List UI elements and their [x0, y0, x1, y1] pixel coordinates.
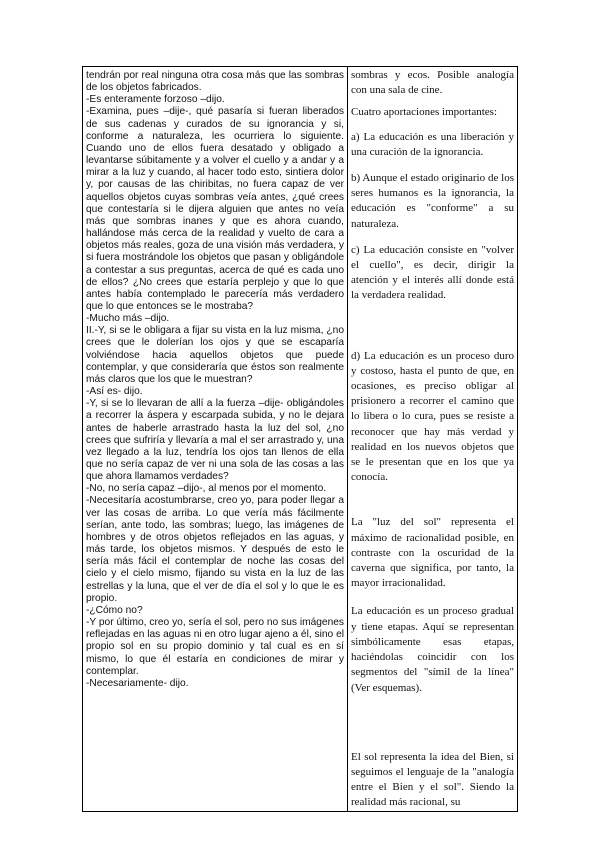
paragraph: -Necesitaría acostumbrarse, creo yo, para poder llegar a ver las cosas de arriba. Lo que vería más fácilmente serían, ante todo, las sombras; luego, las imágenes de hombres y de otros objetos reflejados en las aguas, y más tarde, los objetos mismos. Y después de esto le sería más fácil el contemplar de noche las cosas del cielo y el cielo mismo, fijando su vista en la luz de las estrellas y la luna, que el ver de día el sol y lo que le es propio. — [86, 495, 344, 604]
commentary-point-c: c) La educación consiste en "volver el cuello", es decir, dirigir la atención y el interés allí donde está la verdadera realidad. — [351, 243, 514, 302]
paragraph: -Y por último, creo yo, sería el sol, pero no sus imágenes reflejadas en las aguas ni en otro lugar ajeno a él, sino el propio sol en su propio dominio y tal cual es en sí mismo, lo que él estaría en condiciones de mirar y contemplar. — [86, 617, 344, 677]
commentary-point-a: a) La educación es una liberación y una curación de la ignorancia. — [351, 130, 514, 158]
commentary-note: La educación es un proceso gradual y tiene etapas. Aquí se representan simbólicamente esas etapas, haciéndolas coincidir con los segmentos del "símil de la línea" (Ver esquemas). — [351, 605, 514, 694]
paragraph: II.-Y, si se le obligara a fijar su vista en la luz misma, ¿no crees que le dolerían los ojos y que se escaparía volviéndose hacia aquellos objetos que puede contemplar, y que consideraría que éstos son realmente más claros que los que le muestran? — [86, 325, 344, 385]
commentary-point-b: b) Aunque el estado originario de los seres humanos es la ignorancia, la educación es "conforme" a su naturaleza. — [351, 172, 514, 230]
paragraph: -No, no sería capaz –dijo-, al menos por el momento. — [86, 483, 327, 495]
paragraph: -Necesariamente- dijo. — [86, 677, 189, 689]
commentary-table — [82, 66, 518, 812]
commentary-point-d: d) La educación es un proceso duro y costoso, hasta el punto de que, en ocasiones, es preciso obligar al prisionero a recorrer el camino que lo libera o lo cura, pues se resiste a reconocer que hay más verdad y realidad en los nuevos objetos que se le presentan que en los que ya conocía. — [351, 349, 514, 484]
commentary-note: La "luz del sol" representa el máximo de racionalidad posible, en contraste con la oscuridad de la caverna que significa, por tanto, la mayor irracionalidad. — [351, 516, 514, 590]
table-row — [83, 67, 518, 812]
paragraph: -Mucho más –dijo. — [86, 313, 170, 325]
paragraph: -Es enteramente forzoso –dijo. — [86, 94, 225, 106]
text-column — [83, 67, 348, 812]
commentary-note: El sol representa la idea del Bien, si seguimos el lenguaje de la "analogía entre el Bien y el sol". Siendo la realidad más racional, su — [351, 750, 514, 809]
commentary-column — [348, 67, 518, 812]
commentary-text — [348, 67, 517, 811]
commentary-heading: Cuatro aportaciones importantes: — [351, 106, 498, 119]
dialogue-text — [83, 67, 347, 690]
paragraph: -Y, si se lo llevaran de allí a la fuerza –dije- obligándoles a recorrer la áspera y escarpada subida, y no le dejara antes de haberle arrastrado hasta la luz del sol, ¿no crees que sufriría y llevaría a mal el ser arrastrado y, una vez llegado a la luz, tendría los ojos tan llenos de ella que no sería capaz de ver ni una sola de las cosas a las que ahora llamamos verdades? — [86, 398, 344, 483]
paragraph: -Así es- dijo. — [86, 386, 143, 398]
commentary-note: sombras y ecos. Posible analogía con una sala de cine. — [351, 69, 514, 97]
paragraph: tendrán por real ninguna otra cosa más que las sombras de los objetos fabricados. — [86, 70, 344, 94]
paragraph: -¿Cómo no? — [86, 604, 143, 616]
paragraph: -Examina, pues –dije-, qué pasaría si fueran liberados de sus cadenas y curados de su ignorancia y si, conforme a naturaleza, les ocurriera lo siguiente. Cuando uno de ellos fuera desatado y obligado a levantarse súbitamente y a volver el cuello y a andar y a mirar a la luz y cuando, al hacer todo esto, sintiera dolor y, por causas de las chiribitas, no fuera capaz de ver aquellos objetos cuyas sombras veía antes, ¿qué crees que contestaría si le dijera alguien que antes no veía más que sombras inanes y que es ahora cuando, hallándose más cerca de la realidad y vuelto de cara a objetos más reales, goza de una visión más verdadera, y si fuera mostrándole los objetos que pasan y obligándole a contestar a sus preguntas, acerca de qué es cada uno de ellos? ¿No crees que estaría perplejo y que lo que antes había contemplado le parecería más verdadero que lo que entonces se le mostraba? — [86, 106, 344, 312]
